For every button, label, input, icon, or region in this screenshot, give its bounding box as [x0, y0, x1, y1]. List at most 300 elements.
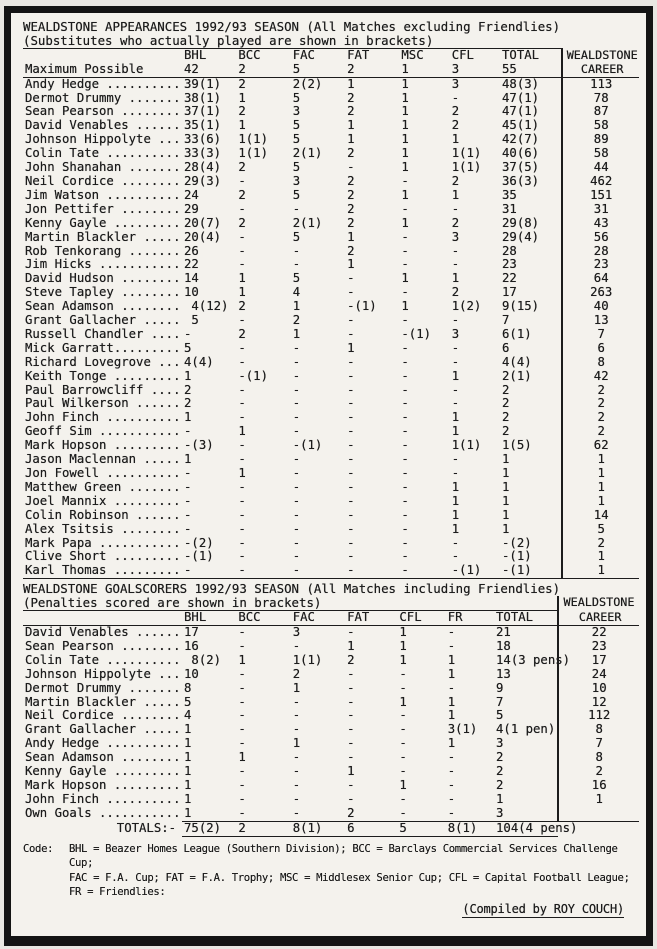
- player-name: Neil Cordice ........: [25, 708, 181, 723]
- stat-cell: -: [401, 535, 409, 550]
- stat-cell: -: [184, 326, 192, 341]
- stat-cell: -: [447, 624, 456, 639]
- stat-cell: 1: [401, 90, 409, 105]
- stat-cell: -: [238, 313, 246, 328]
- stat-cell: -: [401, 229, 409, 244]
- stat-cell: 1: [184, 452, 192, 467]
- stat-cell: 1: [292, 299, 301, 314]
- stat-cell: -: [292, 424, 301, 439]
- stat-cell: 18: [496, 638, 511, 653]
- stat-cell: -: [184, 466, 192, 480]
- stat-cell: -: [236, 564, 290, 578]
- stat-cell: -: [238, 173, 246, 188]
- table-row: [23, 105, 639, 119]
- career-cell: 42: [562, 370, 639, 384]
- career-cell: 14: [562, 509, 639, 523]
- stat-cell: 2: [496, 750, 504, 765]
- table-row: [23, 411, 639, 425]
- stat-cell: -: [451, 535, 460, 550]
- stat-cell: 13: [496, 666, 511, 681]
- table-row: [23, 696, 639, 710]
- table-row: [23, 258, 639, 272]
- career-cell: 43: [562, 217, 639, 231]
- career-cell: 2: [562, 397, 639, 411]
- stat-cell: -(1): [292, 438, 323, 453]
- totals-fr: 8(1): [446, 821, 494, 836]
- stat-cell: 10: [184, 666, 199, 681]
- stat-cell: 29(8): [502, 215, 540, 230]
- stat-cell: -: [447, 680, 456, 695]
- stat-cell: -: [292, 201, 301, 216]
- stat-cell: 3(1): [447, 722, 478, 737]
- career-cell: 2: [558, 765, 639, 779]
- stat-cell: 1: [347, 764, 355, 779]
- stat-cell: 1: [502, 466, 510, 480]
- stat-cell: 1: [184, 410, 192, 425]
- stat-cell: 17: [184, 624, 199, 639]
- g-col-header-fat: FAT: [345, 611, 397, 626]
- career-header-top-2: WEALDSTONE: [557, 596, 639, 610]
- player-name: Neil Cordice ........: [25, 173, 181, 188]
- stat-cell: -: [184, 493, 192, 508]
- stat-cell: 1: [447, 694, 456, 709]
- stat-cell: 5: [184, 694, 192, 709]
- stat-cell: 1: [238, 90, 246, 105]
- stat-cell: 5: [292, 90, 301, 105]
- stat-cell: -: [347, 368, 355, 383]
- stat-cell: -: [238, 410, 246, 425]
- stat-cell: -: [291, 807, 345, 821]
- career-cell: 263: [562, 286, 639, 300]
- stat-cell: 1: [451, 368, 460, 383]
- stat-cell: -(1): [184, 549, 214, 564]
- stat-cell: 1: [401, 146, 409, 161]
- player-name: Colin Tate ..........: [25, 652, 181, 667]
- table-row: [23, 537, 639, 551]
- stat-cell: -: [399, 708, 407, 723]
- stat-cell: -: [292, 549, 301, 564]
- table-row: [23, 709, 639, 723]
- stat-cell: 1: [447, 652, 456, 667]
- stat-cell: 4(4): [502, 354, 532, 369]
- stat-cell: 1: [401, 215, 409, 230]
- table-row: [23, 217, 639, 231]
- stat-cell: -: [238, 777, 246, 792]
- stat-cell: -: [184, 424, 192, 439]
- table-row: [23, 425, 639, 439]
- stat-cell: -: [447, 791, 456, 806]
- stat-cell: -: [399, 564, 449, 578]
- career-cell: 1: [558, 793, 639, 807]
- stat-cell: -: [446, 807, 494, 821]
- stat-cell: 2: [347, 201, 355, 216]
- stat-cell: -: [347, 736, 355, 751]
- table-row: [23, 509, 639, 523]
- stat-cell: 1: [447, 708, 456, 723]
- totals-label: TOTALS:-: [116, 820, 177, 835]
- stat-cell: 3: [451, 76, 460, 91]
- table-row: [23, 314, 639, 328]
- stat-cell: -: [292, 694, 301, 709]
- stat-cell: -: [347, 507, 355, 522]
- stat-cell: -: [292, 452, 301, 467]
- stat-cell: -: [292, 507, 301, 522]
- career-cell: 24: [558, 668, 639, 682]
- career-cell: 10: [558, 682, 639, 696]
- stat-cell: -: [292, 368, 301, 383]
- stat-cell: 5: [496, 708, 504, 723]
- player-name: John Finch ..........: [25, 410, 181, 425]
- stat-cell: -: [238, 243, 246, 258]
- stat-cell: 1: [347, 132, 355, 147]
- stat-cell: 23: [502, 257, 517, 272]
- stat-cell: 1: [292, 326, 301, 341]
- player-name: Paul Wilkerson ......: [25, 396, 181, 411]
- stat-cell: 2: [347, 173, 355, 188]
- player-name: David Venables ......: [25, 118, 181, 133]
- stat-cell: -: [401, 507, 409, 522]
- col-header-bcc: BCC: [236, 48, 290, 62]
- stat-cell: -: [238, 452, 246, 467]
- stat-cell: -: [447, 638, 456, 653]
- goalscorers-header-row: [23, 611, 639, 626]
- table-row: [23, 807, 639, 821]
- stat-cell: -(2): [502, 535, 532, 550]
- header-spacer: [23, 48, 182, 62]
- stat-cell: -: [399, 736, 407, 751]
- g-col-header-bcc: BCC: [236, 611, 290, 626]
- stat-cell: 3: [292, 624, 301, 639]
- max-cfl: 3: [450, 63, 500, 77]
- career-cell: 22: [558, 625, 639, 639]
- stat-cell: 1: [347, 638, 355, 653]
- career-cell: 89: [562, 133, 639, 147]
- stat-cell: 1: [496, 791, 504, 806]
- stat-cell: 1: [238, 271, 246, 286]
- stat-cell: -: [292, 722, 301, 737]
- stat-cell: -: [182, 564, 236, 578]
- stat-cell: -: [238, 708, 246, 723]
- totals-bhl: 75(2): [182, 821, 236, 836]
- stat-cell: -: [238, 680, 246, 695]
- stat-cell: 1: [184, 764, 192, 779]
- stat-cell: 37(1): [184, 104, 222, 119]
- stat-cell: -: [401, 549, 409, 564]
- stat-cell: -: [401, 340, 409, 355]
- table-row: [23, 467, 639, 481]
- stat-cell: 26: [184, 243, 199, 258]
- stat-cell: -: [292, 410, 301, 425]
- career-cell: 17: [558, 654, 639, 668]
- table-row: [23, 640, 639, 654]
- stat-cell: 1: [184, 722, 192, 737]
- stat-cell: 1: [184, 736, 192, 751]
- stat-cell: -: [347, 452, 355, 467]
- max-fac: 5: [291, 63, 345, 77]
- g-col-header-fr: FR: [446, 611, 494, 626]
- player-name: Russell Chandler ....: [25, 326, 181, 341]
- stat-cell: -: [347, 624, 355, 639]
- stat-cell: 1: [399, 624, 407, 639]
- stat-cell: 2: [292, 666, 301, 681]
- stat-cell: 47(1): [502, 90, 540, 105]
- stat-cell: -(1): [401, 326, 432, 341]
- stat-cell: 35(1): [184, 118, 222, 133]
- stat-cell: 14(3 pens): [496, 652, 571, 667]
- totals-fat: 6: [345, 821, 397, 836]
- totals-bcc: 2: [236, 821, 290, 836]
- career-cell: 1: [562, 481, 639, 495]
- stat-cell: 7: [502, 313, 510, 328]
- player-name: John Shanahan .......: [25, 160, 181, 175]
- career-cell: 5: [562, 523, 639, 537]
- stat-cell: -: [238, 354, 246, 369]
- stat-cell: -: [292, 750, 301, 765]
- stat-cell: -: [347, 521, 355, 536]
- stat-cell: 1: [451, 271, 460, 286]
- stat-cell: 8(2): [184, 652, 222, 667]
- career-cell: 8: [562, 356, 639, 370]
- stat-cell: -: [238, 229, 246, 244]
- stat-cell: -: [238, 549, 246, 564]
- table-row: [23, 793, 639, 807]
- stat-cell: -: [399, 764, 407, 779]
- stat-cell: 21: [496, 624, 511, 639]
- stat-cell: -: [292, 535, 301, 550]
- stat-cell: 1: [502, 493, 510, 508]
- table-row: [23, 495, 639, 509]
- stat-cell: 14: [184, 271, 199, 286]
- career-header-top: WEALDSTONE: [562, 48, 639, 62]
- stat-cell: -(1): [502, 549, 532, 564]
- stat-cell: -: [451, 313, 460, 328]
- stat-cell: -: [451, 354, 460, 369]
- stat-cell: 36(3): [502, 173, 540, 188]
- player-name: Mark Papa ...........: [25, 535, 181, 550]
- player-name: David Hudson ........: [25, 271, 181, 286]
- goalscorers-subtitle-row: [23, 596, 639, 610]
- stat-cell: 2: [347, 187, 355, 202]
- stat-cell: 2: [347, 146, 355, 161]
- player-name: Clive Short .........: [25, 549, 181, 564]
- stat-cell: 3: [496, 736, 504, 751]
- stat-cell: -: [401, 285, 409, 300]
- stat-cell: 2: [502, 410, 510, 425]
- stat-cell: 4: [292, 285, 301, 300]
- stat-cell: 29(4): [502, 229, 540, 244]
- stat-cell: 16: [184, 638, 199, 653]
- stat-cell: -: [347, 479, 355, 494]
- stat-cell: 1: [401, 76, 409, 91]
- table-row: [23, 231, 639, 245]
- stat-cell: -: [238, 340, 246, 355]
- stat-cell: -: [347, 466, 355, 480]
- page-frame: [4, 6, 653, 946]
- player-name: Keith Tonge .........: [25, 368, 181, 383]
- career-cell: 87: [562, 105, 639, 119]
- player-name: Colin Tate ..........: [25, 146, 181, 161]
- stat-cell: -: [399, 666, 407, 681]
- stat-cell: 2: [451, 173, 460, 188]
- stat-cell: 1: [401, 160, 409, 175]
- stat-cell: -: [401, 493, 409, 508]
- stat-cell: 1: [502, 452, 510, 467]
- stat-cell: -: [447, 764, 456, 779]
- stat-cell: 1(1): [238, 132, 268, 147]
- table-row: [23, 161, 639, 175]
- table-row: [23, 342, 639, 356]
- stat-cell: 1: [184, 777, 192, 792]
- player-name: Johnson Hippolyte ...: [25, 666, 181, 681]
- stat-cell: -: [347, 535, 355, 550]
- stat-cell: -: [292, 466, 301, 480]
- player-name: Martin Blackler .....: [25, 229, 181, 244]
- stat-cell: 1: [347, 257, 355, 272]
- stat-cell: -: [401, 438, 409, 453]
- table-row: [23, 397, 639, 411]
- stat-cell: 1: [238, 750, 246, 765]
- g-col-header-bhl: BHL: [182, 611, 236, 626]
- career-cell: 23: [558, 640, 639, 654]
- table-row: [23, 286, 639, 300]
- appearances-subtitle: (Substitutes who actually played are shown in brackets): [23, 32, 434, 48]
- stat-cell: -: [447, 777, 456, 792]
- stat-cell: -: [238, 521, 246, 536]
- stat-cell: 45(1): [502, 118, 540, 133]
- stat-cell: 33(6): [184, 132, 222, 147]
- stat-cell: 1: [292, 680, 301, 695]
- stat-cell: 38(1): [184, 90, 222, 105]
- stat-cell: 1: [184, 368, 192, 383]
- stat-cell: 2: [347, 243, 355, 258]
- stat-cell: 20(7): [184, 215, 222, 230]
- stat-cell: -: [401, 479, 409, 494]
- col-header-cfl: CFL: [450, 48, 500, 62]
- stat-cell: 1(5): [502, 438, 532, 453]
- player-name: Alex Tsitsis ........: [25, 521, 181, 536]
- stat-cell: 48(3): [502, 76, 540, 91]
- stat-cell: -: [347, 791, 355, 806]
- code-line-2: FAC = F.A. Cup; FAT = F.A. Trophy; MSC = Middlesex Senior Cup; CFL = Capital Football League;: [69, 871, 630, 884]
- table-row: [23, 370, 639, 384]
- career-cell: 58: [562, 147, 639, 161]
- career-cell: 58: [562, 119, 639, 133]
- stat-cell: 2: [238, 76, 246, 91]
- player-name: Sean Pearson ........: [25, 104, 181, 119]
- career-cell: 7: [558, 737, 639, 751]
- table-row: [23, 133, 639, 147]
- stat-cell: 29: [184, 201, 199, 216]
- table-row: [23, 751, 639, 765]
- player-name: Mark Hopson .........: [25, 777, 181, 792]
- stat-cell: -: [347, 708, 355, 723]
- table-row: [23, 564, 639, 578]
- stat-cell: 2: [292, 313, 301, 328]
- stat-cell: -: [451, 340, 460, 355]
- stat-cell: -: [292, 493, 301, 508]
- player-name: Karl Thomas .........: [25, 563, 181, 578]
- stat-cell: 3: [451, 326, 460, 341]
- stat-cell: 1(1): [451, 160, 482, 175]
- table-row: [23, 550, 639, 564]
- stat-cell: -: [401, 313, 409, 328]
- stat-cell: 2: [238, 215, 246, 230]
- stat-cell: -: [451, 466, 460, 480]
- stat-cell: 1: [502, 507, 510, 522]
- table-row: [23, 356, 639, 370]
- stat-cell: 1: [399, 652, 407, 667]
- career-cell: 31: [562, 203, 639, 217]
- stat-cell: 37(5): [502, 160, 540, 175]
- stat-cell: 5: [292, 132, 301, 147]
- col-header-bhl: BHL: [182, 48, 236, 62]
- stat-cell: 2: [184, 382, 192, 397]
- career-cell: 16: [558, 779, 639, 793]
- stat-cell: 28: [502, 243, 517, 258]
- appearances-title: WEALDSTONE APPEARANCES 1992/93 SEASON (All Matches excluding Friendlies): [23, 19, 561, 34]
- stat-cell: -(1): [500, 564, 562, 578]
- stat-cell: 2: [502, 382, 510, 397]
- stat-cell: 1: [451, 507, 460, 522]
- totals-total: 104(4 pens): [496, 820, 578, 835]
- stat-cell: 3: [292, 104, 301, 119]
- stat-cell: -: [292, 382, 301, 397]
- stat-cell: 1: [451, 424, 460, 439]
- stat-cell: 2(1): [292, 215, 323, 230]
- stat-cell: 1: [292, 736, 301, 751]
- stat-cell: 2: [238, 326, 246, 341]
- stat-cell: 1(1): [451, 146, 482, 161]
- stat-cell: 1: [502, 521, 510, 536]
- table-row: [23, 765, 639, 779]
- stat-cell: 1(1): [451, 438, 482, 453]
- stat-cell: -: [347, 271, 355, 286]
- col-header-fat: FAT: [345, 48, 399, 62]
- stat-cell: 6: [502, 340, 510, 355]
- stat-cell: -: [238, 493, 246, 508]
- stat-cell: -: [447, 750, 456, 765]
- player-name: Grant Gallacher .....: [25, 313, 181, 328]
- stat-cell: 2: [347, 90, 355, 105]
- stat-cell: 1: [451, 493, 460, 508]
- stat-cell: -: [451, 452, 460, 467]
- stat-cell: 22: [502, 271, 517, 286]
- stat-cell: 29(3): [184, 173, 222, 188]
- stat-cell: 1: [184, 750, 192, 765]
- stat-cell: 1: [447, 736, 456, 751]
- stat-cell: 40(6): [502, 146, 540, 161]
- table-row: [23, 300, 639, 314]
- career-cell: 2: [562, 425, 639, 439]
- stat-cell: -: [347, 285, 355, 300]
- career-cell: 28: [562, 245, 639, 259]
- career-cell: 1: [562, 564, 639, 578]
- career-cell: 1: [562, 453, 639, 467]
- player-name: Matthew Green .......: [25, 479, 181, 494]
- stat-cell: -: [292, 479, 301, 494]
- stat-cell: 4: [184, 708, 192, 723]
- stat-cell: -: [292, 791, 301, 806]
- stat-cell: -: [401, 452, 409, 467]
- stat-cell: -: [401, 424, 409, 439]
- stat-cell: -: [347, 750, 355, 765]
- stat-cell: -: [292, 243, 301, 258]
- stat-cell: -(2): [184, 535, 214, 550]
- stat-cell: -: [236, 807, 290, 821]
- stat-cell: -: [399, 791, 407, 806]
- career-cell: 23: [562, 258, 639, 272]
- stat-cell: -: [401, 410, 409, 425]
